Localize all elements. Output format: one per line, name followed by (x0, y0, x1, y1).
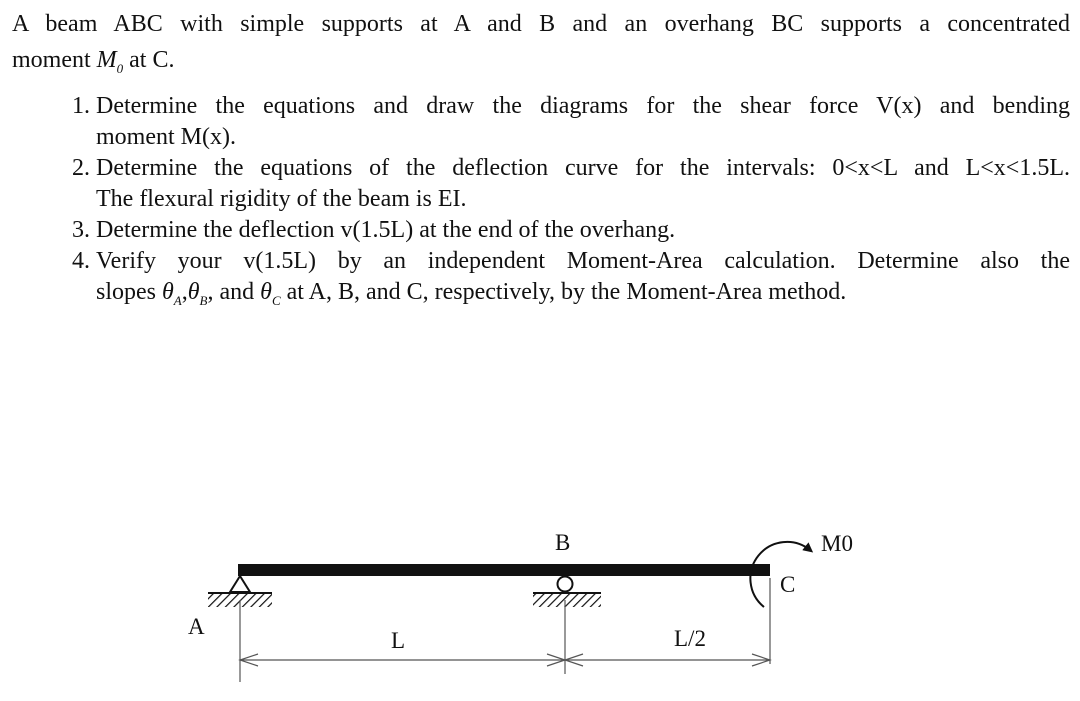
label-a: A (188, 614, 205, 639)
task-item-4: 4. Verify your v(1.5L) by an independent Moment-Area calculation. Determine also the slopes $\theta_A,\theta_B$, and $\theta_C$ at A, B, and C, respectively, by the Moment-Area method. (96, 246, 1070, 316)
label-b: B (555, 530, 571, 555)
moment-symbol: M (96, 47, 117, 73)
task-item-1: 1. Determine the equations and draw the diagrams for the shear force V(x) and bending moment M(x). (96, 91, 1070, 153)
dimension-overhang (565, 654, 770, 666)
moment-subscript: 0 (116, 61, 124, 76)
label-moment: M0 (821, 531, 853, 556)
beam-bar (238, 564, 770, 576)
dimension-span (240, 654, 565, 666)
roller-support-b (533, 577, 601, 608)
intro-line-1: A beam ABC with simple supports at A and B and an overhang BC supports a concentrated (12, 11, 1070, 37)
dim-label-overhang: L/2 (674, 626, 706, 651)
task-item-3: 3. Determine the deflection v(1.5L) at the end of the overhang. (96, 215, 1070, 246)
dim-label-span: L (391, 628, 406, 653)
label-c: C (780, 572, 796, 597)
task-item-2: 2. Determine the equations of the deflection curve for the intervals: 0<x<L and L<x<1.5L. The flexural rigidity of the beam is EI. (96, 153, 1070, 215)
intro-line-2: moment $M_0$ at C. (12, 47, 175, 76)
slopes-line: slopes $\theta_A,\theta_B$, and $\theta_C$ at A, B, and C, respectively, by the Moment-Area method. (96, 279, 847, 308)
